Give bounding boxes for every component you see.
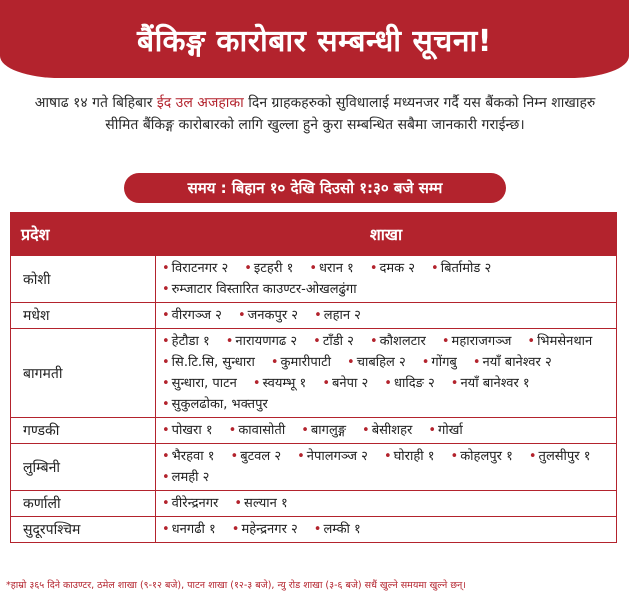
branch-item: • गोर्खा — [428, 421, 462, 440]
branch-item: • चाबहिल २ — [347, 353, 406, 372]
branch-table-body — [11, 256, 617, 543]
branch-item: • महेन्द्रनगर २ — [232, 520, 298, 539]
branch-item: • स्वयम्भू १ — [253, 374, 306, 393]
branches-cell — [156, 517, 617, 543]
branch-item: • बिर्तामोड २ — [431, 259, 491, 278]
intro-paragraph — [30, 92, 600, 136]
branch-list — [162, 332, 610, 414]
table-row — [11, 491, 617, 517]
branch-item: • महाराजगञ्ज — [442, 332, 512, 351]
branch-item: • लमही २ — [162, 468, 209, 487]
branch-item: • सुन्धारा, पाटन — [162, 374, 237, 393]
branch-list — [162, 306, 610, 325]
branch-header: शाखा — [156, 213, 617, 256]
branch-item: • गोंगबु — [422, 353, 457, 372]
branch-item: • जनकपुर २ — [238, 306, 298, 325]
branch-item: • बनेपा २ — [322, 374, 368, 393]
branch-item: • कुमारीपाटी — [271, 353, 331, 372]
branch-item: • नेपालगञ्ज २ — [297, 447, 368, 466]
table-row — [11, 303, 617, 329]
branch-list — [162, 520, 610, 539]
table-row — [11, 517, 617, 543]
table-header-row — [11, 213, 617, 256]
province-cell: गण्डकी — [11, 418, 156, 444]
table-row — [11, 256, 617, 303]
intro-text-1: आषाढ १४ गते बिहिबार — [34, 95, 157, 111]
branch-item: • हेटौडा १ — [162, 332, 210, 351]
branch-item: • नयाँ बानेश्वर १ — [451, 374, 530, 393]
table-row — [11, 444, 617, 491]
branch-item: • सि.टि.सि, सुन्धारा — [162, 353, 255, 372]
branches-cell — [156, 303, 617, 329]
branch-item: • दमक २ — [370, 259, 415, 278]
branch-item: • रुम्जाटार विस्तारित काउण्टर-ओखलढुंगा — [162, 280, 357, 299]
branch-item: • तुलसीपुर १ — [529, 447, 591, 466]
province-cell: कर्णाली — [11, 491, 156, 517]
province-header: प्रदेश — [11, 213, 156, 256]
branch-item: • इटहरी १ — [244, 259, 293, 278]
branch-item: • कोहलपुर १ — [451, 447, 513, 466]
branch-item: • टाँडी २ — [313, 332, 354, 351]
branch-item: • लम्की १ — [314, 520, 361, 539]
branches-cell — [156, 329, 617, 418]
branch-item: • नयाँ बानेश्वर २ — [473, 353, 552, 372]
branch-item: • बुटवल २ — [231, 447, 282, 466]
province-cell: सुदूरपश्चिम — [11, 517, 156, 543]
footnote: *हाम्रो ३६५ दिने काउण्टर, ठमेल शाखा (९-१२ बजे), पाटन शाखा (१२-३ बजे), न्यु रोड शाखा (३-६ बजे) सधैं खुल्ने समयमा खुल्ने छन्। — [6, 580, 466, 591]
branch-item: • भिमसेनथान — [527, 332, 592, 351]
branch-item: • भैरहवा १ — [162, 447, 215, 466]
province-cell: कोशी — [11, 256, 156, 303]
intro-text-2: दिन ग्राहकहरुको सुविधालाई मध्यनजर गर्दै यस बैंकको निम्न शाखाहरु सीमित बैंकिङ्ग कारोबारको लागि खुल्ला हुने कुरा सम्बन्धित सबैमा जानकारी गराईन्छ। — [105, 95, 596, 133]
notice-title: बैंकिङ्ग कारोबार सम्बन्धी सूचना! — [137, 23, 492, 59]
header-banner — [0, 0, 629, 78]
intro-highlight: ईद उल अजहाका — [156, 95, 244, 111]
branch-item: • धनगढी १ — [162, 520, 216, 539]
branch-item: • कौशलटार — [370, 332, 426, 351]
table-row — [11, 418, 617, 444]
branch-table — [10, 212, 617, 543]
time-label: समय : बिहान १० देखि दिउसो १:३० बजे सम्म — [187, 179, 443, 197]
branches-cell — [156, 418, 617, 444]
branch-list — [162, 447, 610, 487]
branch-item: • बेसीशहर — [362, 421, 412, 440]
province-cell: लुम्बिनी — [11, 444, 156, 491]
branch-item: • नारायणगढ २ — [226, 332, 297, 351]
province-cell: बागमती — [11, 329, 156, 418]
branches-cell — [156, 444, 617, 491]
branch-item: • विराटनगर २ — [162, 259, 228, 278]
branches-cell — [156, 256, 617, 303]
province-cell: मधेश — [11, 303, 156, 329]
branch-list — [162, 421, 610, 440]
table-row — [11, 329, 617, 418]
time-banner — [124, 173, 506, 203]
branch-item: • घोराही १ — [384, 447, 435, 466]
branch-item: • सल्यान १ — [234, 494, 287, 513]
branch-item: • वीरगञ्ज २ — [162, 306, 222, 325]
branch-list — [162, 259, 610, 299]
branch-list — [162, 494, 610, 513]
branch-item: • धरान १ — [309, 259, 353, 278]
branch-item: • पोखरा १ — [162, 421, 213, 440]
branch-item: • वीरेन्द्रनगर — [162, 494, 218, 513]
branch-item: • लहान २ — [314, 306, 361, 325]
branch-item: • बागलुङ्ग — [301, 421, 346, 440]
branch-item: • धादिङ २ — [384, 374, 434, 393]
branch-item: • कावासोती — [229, 421, 286, 440]
branches-cell — [156, 491, 617, 517]
branch-item: • सुकुलढोका, भक्तपुर — [162, 395, 268, 414]
